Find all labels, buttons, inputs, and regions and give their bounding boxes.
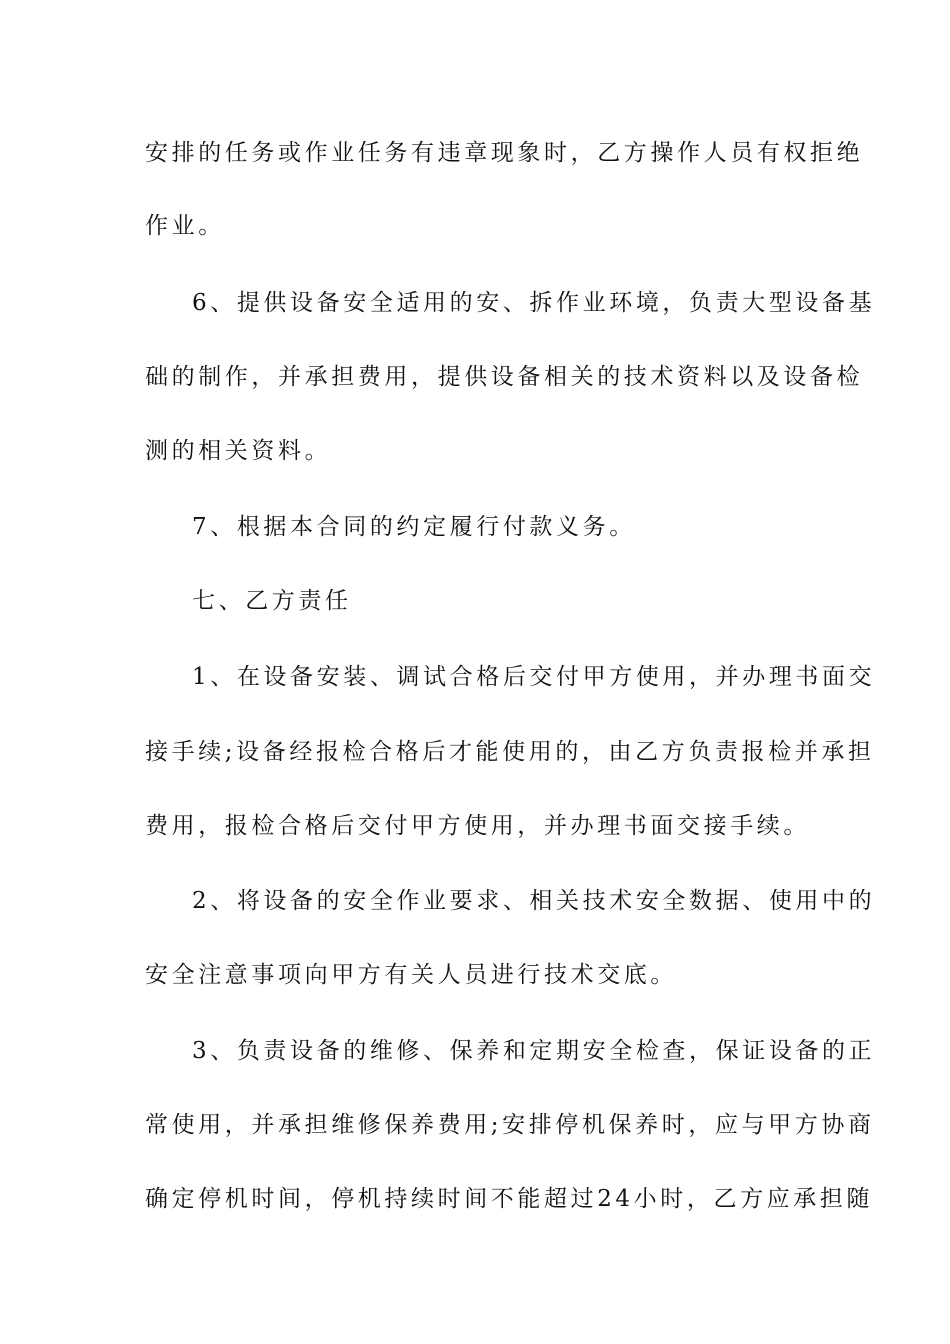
text-line: 费用，报检合格后交付甲方使用，并办理书面交接手续。: [145, 813, 810, 839]
text-line: 接手续;设备经报检合格后才能使用的，由乙方负责报检并承担: [145, 739, 875, 765]
text-line: 确定停机时间，停机持续时间不能超过24小时，乙方应承担随: [145, 1186, 874, 1212]
paragraph-7-line: 7、根据本合同的约定履行付款义务。: [192, 514, 636, 540]
text-line: 测的相关资料。: [145, 438, 332, 464]
paragraph-2-line: 2、将设备的安全作业要求、相关技术安全数据、使用中的: [192, 888, 876, 914]
text-line: 安全注意事项向甲方有关人员进行技术交底。: [145, 962, 677, 988]
paragraph-6-line: 6、提供设备安全适用的安、拆作业环境，负责大型设备基: [192, 290, 876, 316]
paragraph-3-line: 3、负责设备的维修、保养和定期安全检查，保证设备的正: [192, 1038, 876, 1064]
text-line: 常使用，并承担维修保养费用;安排停机保养时，应与甲方协商: [145, 1112, 875, 1138]
paragraph-1-line: 1、在设备安装、调试合格后交付甲方使用，并办理书面交: [192, 664, 876, 690]
text-line: 安排的任务或作业任务有违章现象时，乙方操作人员有权拒绝: [145, 140, 864, 166]
section-heading: 七、乙方责任: [192, 588, 352, 614]
text-line: 础的制作，并承担费用，提供设备相关的技术资料以及设备检: [145, 364, 864, 390]
text-line: 作业。: [145, 213, 225, 239]
